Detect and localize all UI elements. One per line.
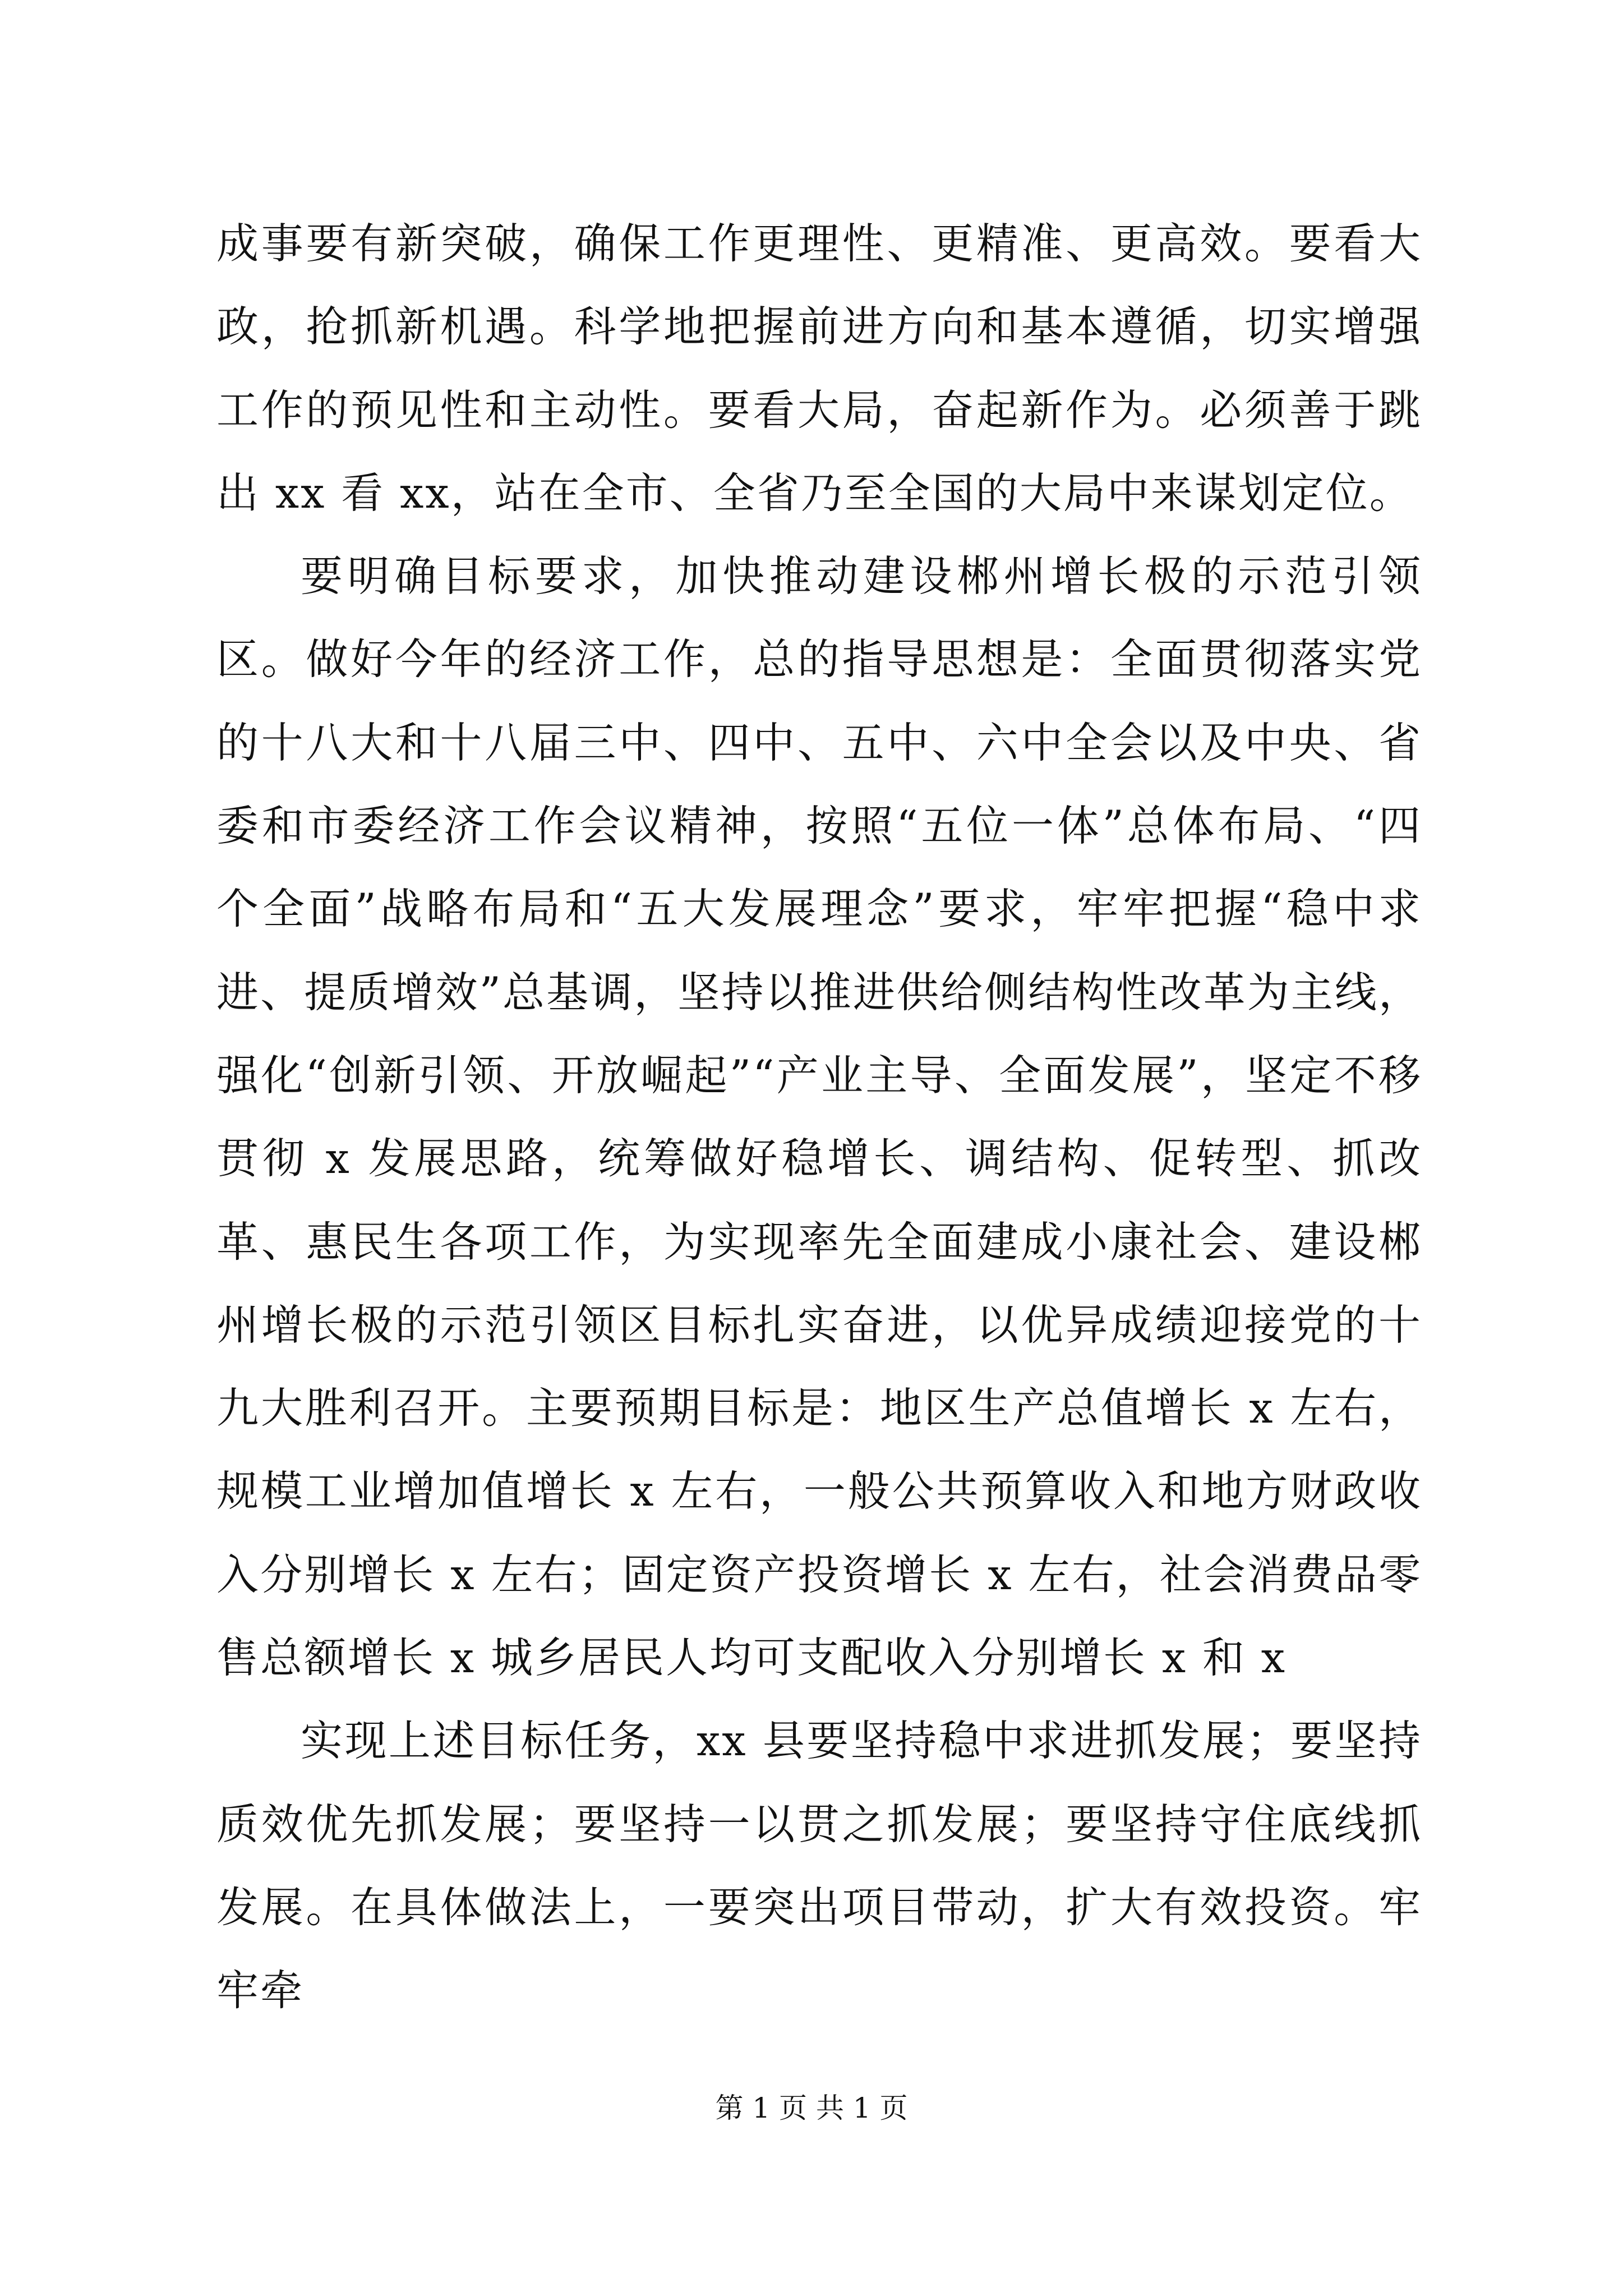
paragraph-1: 成事要有新突破，确保工作更理性、更精准、更高效。要看大政，抢抓新机遇。科学地把握前进方向和基本遵循，切实增强工作的预见性和主动性。要看大局，奋起新作为。必须善于跳出 xx 看 xx，站在全市、全省乃至全国的大局中来谋划定位。 [216,219,1422,518]
paragraph-2: 要明确目标要求，加快推动建设郴州增长极的示范引领区。做好今年的经济工作，总的指导思想是：全面贯彻落实党的十八大和十八届三中、四中、五中、六中全会以及中央、省委和市委经济工作会议精神，按照“五位一体”总体布局、“四个全面”战略布局和“五大发展理念”要求，牢牢把握“稳中求进、提质增效”总基调，坚持以推进供给侧结构性改革为主线，强化“创新引领、开放崛起”“产业主导、全面发展”，坚定不移贯彻 x 发展思路，统筹做好稳增长、调结构、促转型、抓改革、惠民生各项工作，为实现率先全面建成小康社会、建设郴州增长极的示范引领区目标扎实奋进，以优异成绩迎接党的十九大胜利召开。主要预期目标是：地区生产总值增长 x 左右，规模工业增加值增长 x 左右，一般公共预算收入和地方财政收入分别增长 x 左右；固定资产投资增长 x 左右，社会消费品零售总额增长 x 城乡居民人均可支配收入分别增长 x 和 x [216,551,1422,1683]
paragraph-3: 实现上述目标任务，xx 县要坚持稳中求进抓发展；要坚持质效优先抓发展；要坚持一以贯之抓发展；要坚持守住底线抓发展。在具体做法上，一要突出项目带动，扩大有效投资。牢牢牵 [216,1716,1422,2016]
page-footer: 第 1 页 共 1 页 [715,2092,908,2124]
document-body [216,202,1422,2032]
